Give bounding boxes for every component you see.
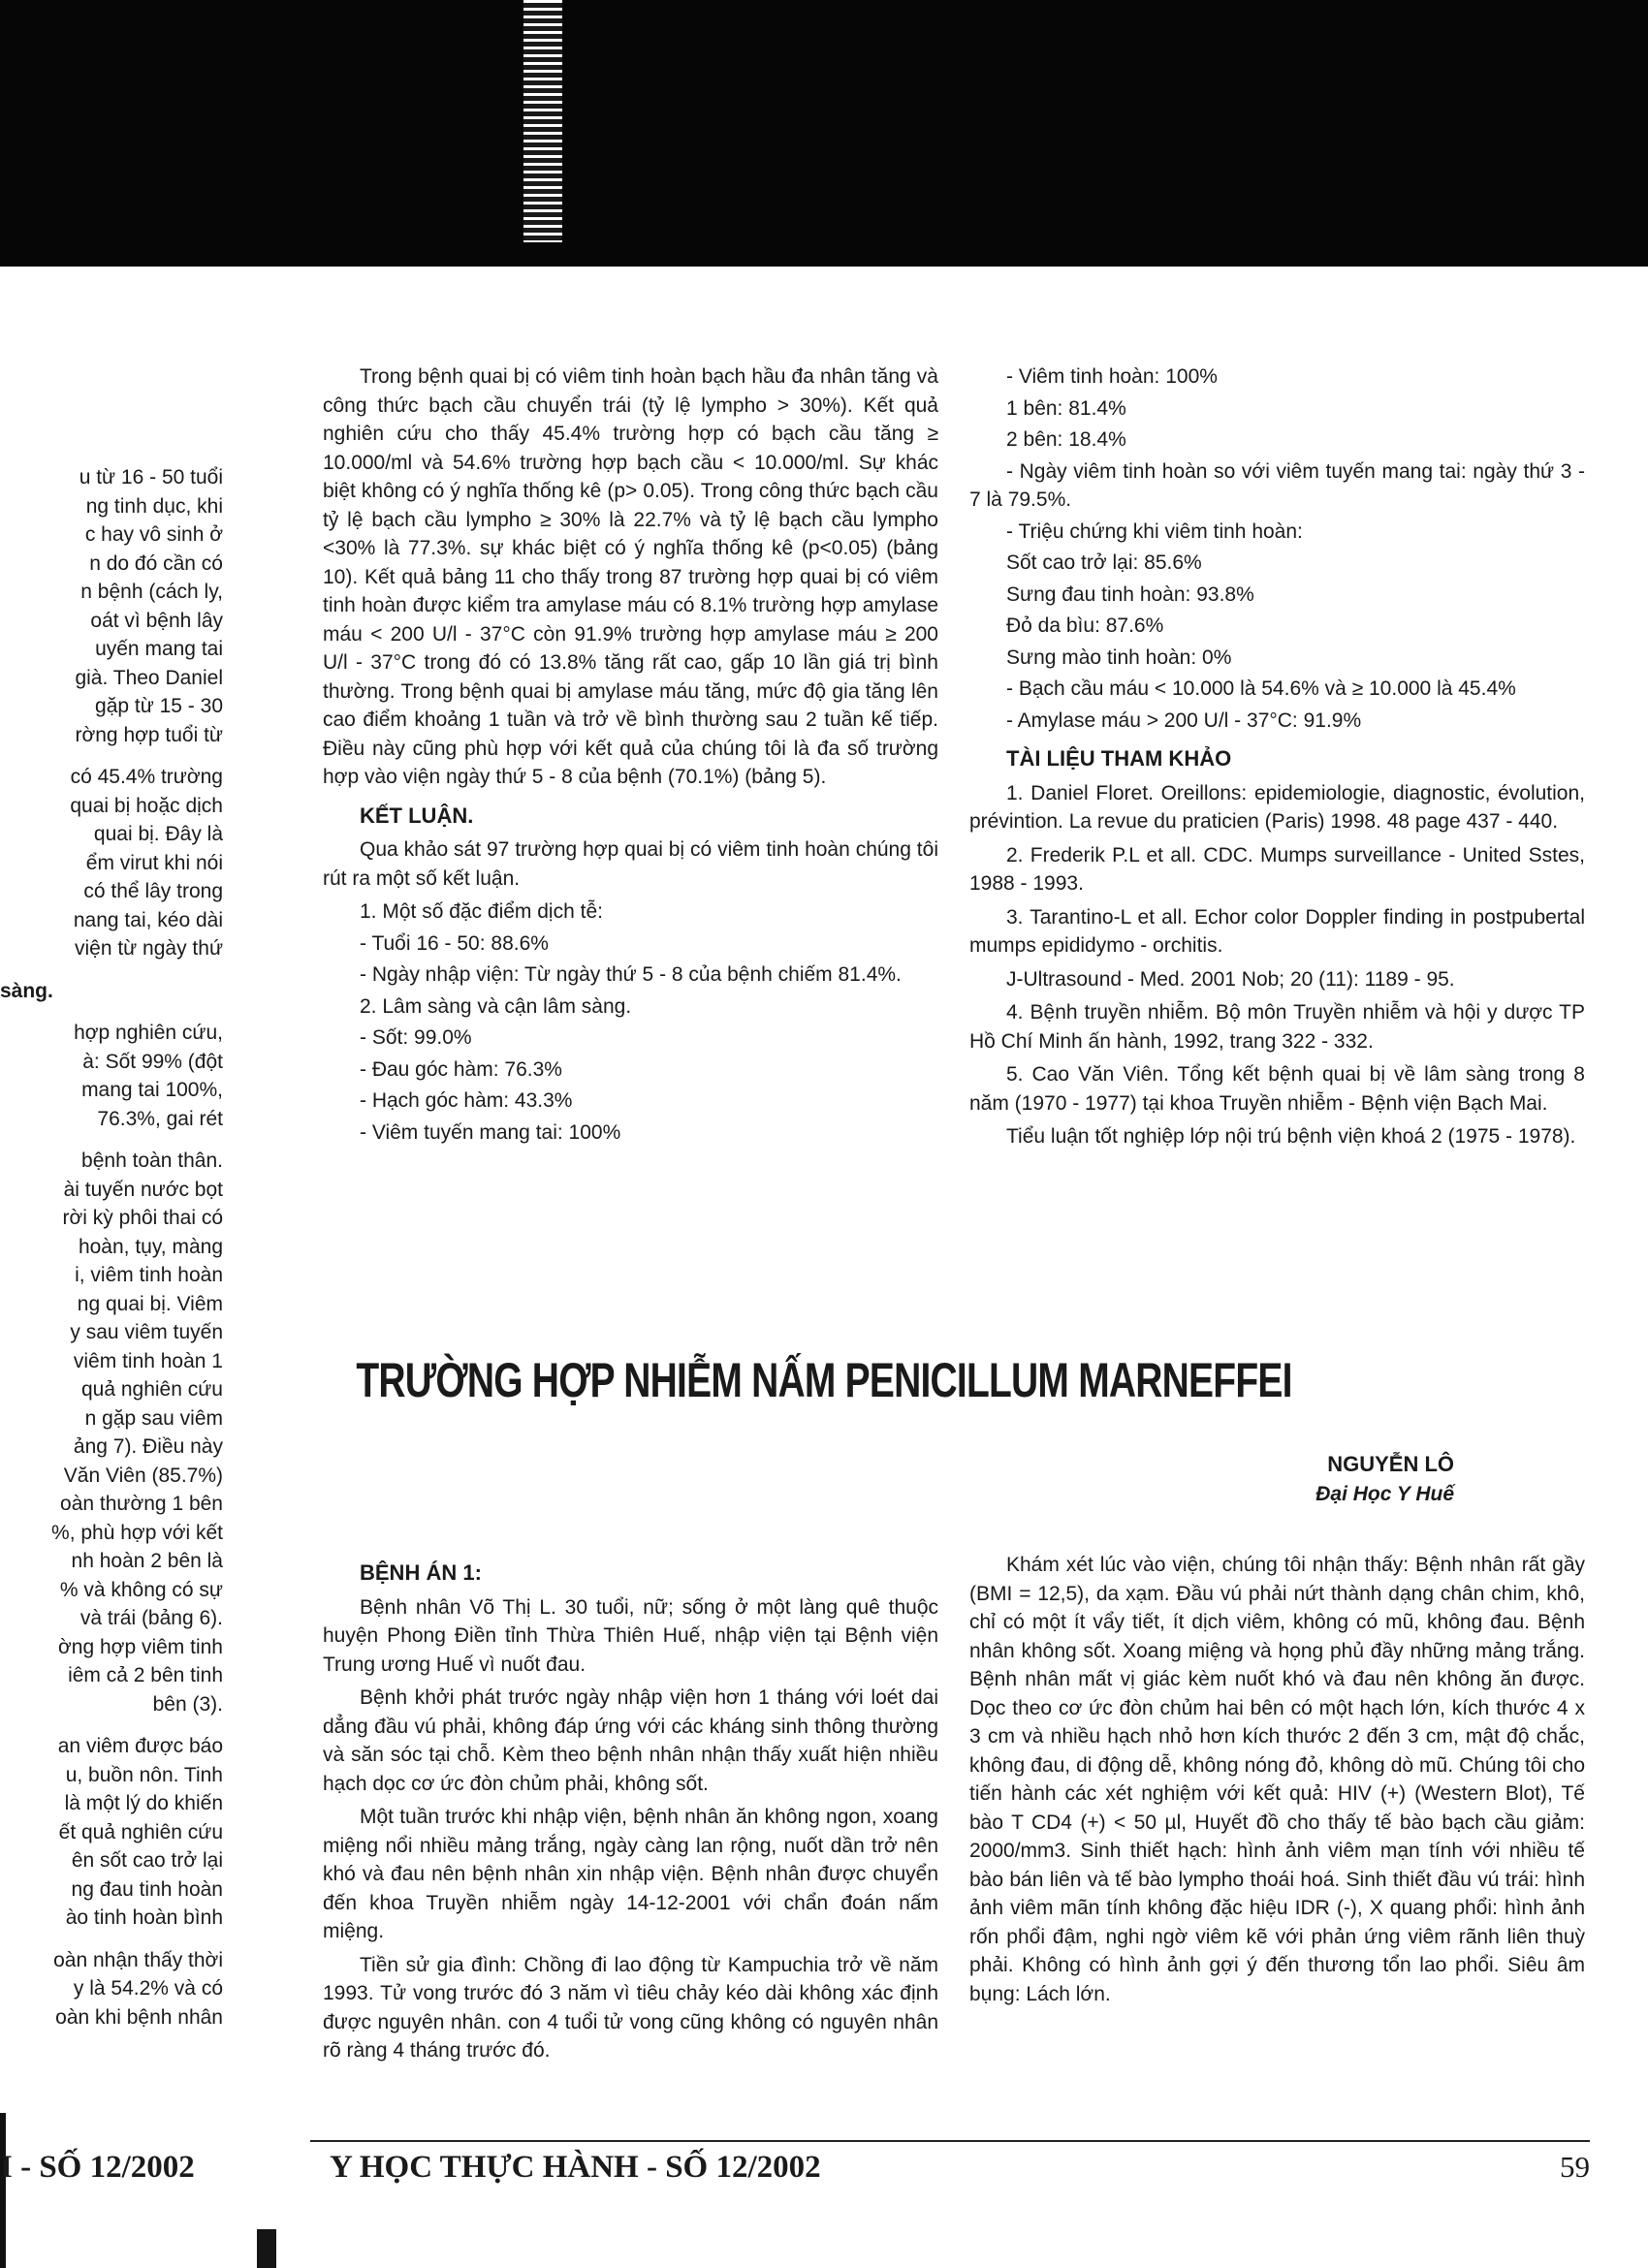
fragment-line: 76.3%, gai rét [97,1107,223,1130]
fragment-line: già. Theo Daniel [75,666,223,689]
fragment-line: ào tinh hoàn bình [65,1906,223,1929]
fragment-line: oàn khi bệnh nhân [55,2005,223,2029]
column-1-top [323,362,938,1150]
fragment-gap [0,1133,223,1147]
fragment-line: an viêm được báo [57,1735,223,1757]
list-item: - Sốt: 99.0% [360,1026,472,1049]
footer-rule [310,2140,1590,2142]
fragment-line: viêm tinh hoàn 1 [73,1349,223,1372]
reference-item: 2. Frederik P.L et all. CDC. Mumps surveillance - United Sstes, 1988 - 1993. [969,843,1585,895]
fragment-line: n do đó cần có [89,551,223,575]
fragment-line: u, buồn nôn. Tinh [65,1763,223,1786]
scan-bottom-edge [257,2229,276,2268]
fragment-line: i, viêm tinh hoàn [75,1264,223,1286]
list-item: Đỏ da bìu: 87.6% [1006,614,1164,637]
fragment-line: nang tai, kéo dài [73,908,223,931]
fragment-gap [0,963,223,977]
article-affiliation: Đại Học Y Huế [1315,1483,1454,1505]
fragment-line: y sau viêm tuyến [70,1321,223,1343]
fragment-line: c hay vô sinh ở [84,523,223,546]
binding-stripes [523,0,562,242]
fragment-line: bên (3). [152,1692,223,1716]
paragraph: Trong bệnh quai bị có viêm tinh hoàn bạch hầu đa nhân tăng và công thức bạch cầu chuyển trái (tỷ lệ lympho > 30%). Kết quả nghiên cứu cho thấy 45.4% trường hợp có bạch cầu tăng ≥ 10.000/ml và 54.6% trường hợp bạch cầu < 10.000/ml. Sự khác biệt không có ý nghĩa thống kê (p> 0.05). Trong công thức bạch cầu tỷ lệ bạch cầu lympho ≥ 30% là 22.7% và tỷ lệ bạch cầu lympho <30% là 77.3%. sự khác biệt có ý nghĩa thống kê (p<0.05) (bảng 10). Kết quả bảng 11 cho thấy trong 87 trường hợp quai bị có viêm tinh hoàn được kiểm tra amylase máu có 8.1% trường hợp amylase máu < 200 U/l - 37°C còn 91.9% trường hợp amylase máu ≥ 200 U/l - 37°C trong đó có 13.8% tăng rất cao, gấp 10 lần giá trị bình thường. Trong bệnh quai bị amylase máu tăng, mức độ gia tăng lên cao điểm khoảng 1 tuần và trở về bình thường sau 2 tuần kế tiếp. Điều này cũng phù hợp với kết quả của chúng tôi là đa số trường hợp vào viện ngày thứ 5 - 8 của bệnh (70.1%) (bảng 5). [323,365,938,788]
reference-item: 5. Cao Văn Viên. Tổng kết bệnh quai bị về lâm sàng trong 8 năm (1970 - 1977) tại khoa Truyền nhiễm - Bệnh viện Bạch Mai. [969,1063,1585,1115]
article-title: TRƯỜNG HỢP NHIỄM NẤM PENICILLUM MARNEFFEI [356,1353,1292,1407]
fragment-line: Văn Viên (85.7%) [63,1464,223,1487]
paragraph: Bệnh khởi phát trước ngày nhập viện hơn 1 tháng với loét dai dẳng đầu vú phải, không đáp ứng với các kháng sinh thông thường và săn sóc tại chỗ. Kèm theo bệnh nhân nhận thấy xuất hiện nhiều hạch dọc cơ ức đòn chủm phải, không sốt. [323,1686,938,1795]
fragment-line: và trái (bảng 6). [79,1607,223,1629]
fragment-line: oàn thường 1 bên [60,1493,223,1515]
references-heading: TÀI LIỆU THAM KHẢO [1006,746,1232,771]
case-heading: BỆNH ÁN 1: [360,1560,482,1585]
scan-top-band [0,0,1648,267]
fragment-gap [0,1005,223,1019]
list-item: - Viêm tinh hoàn: 100% [1006,365,1218,388]
fragment-line: ng quai bị. Viêm [77,1292,223,1315]
paragraph: Bệnh nhân Võ Thị L. 30 tuổi, nữ; sống ở một làng quê thuộc huyện Phong Điền tỉnh Thừa Thiên Huế, nhập viện tại Bệnh viện Trung ương Huế vì nuốt đau. [323,1595,938,1676]
reference-item: J-Ultrasound - Med. 2001 Nob; 20 (11): 1189 - 95. [1006,967,1455,991]
article-column-1 [323,1549,938,2070]
fragment-line: %, phù hợp với kết [51,1521,223,1544]
fragment-line: ết quả nghiên cứu [58,1820,223,1843]
scan-left-edge [0,2113,6,2268]
list-item: 1. Một số đặc điểm dịch tễ: [360,900,603,923]
reference-item: Tiểu luận tốt nghiệp lớp nội trú bệnh viện khoá 2 (1975 - 1978). [1006,1125,1576,1148]
fragment-line: ng tinh dục, khi [85,494,223,518]
fragment-gap [0,1718,223,1732]
fragment-line: quai bị. Đây là [93,823,223,845]
fragment-line: hợp nghiên cứu, [74,1022,223,1044]
list-item: - Hạch góc hàm: 43.3% [360,1089,573,1112]
list-item: - Tuổi 16 - 50: 88.6% [360,931,549,955]
fragment-line: quai bị hoặc dịch [70,794,223,817]
list-item: - Ngày nhập viện: Từ ngày thứ 5 - 8 của bệnh chiếm 81.4%. [360,963,902,986]
list-item: 2 bên: 18.4% [1006,428,1126,451]
reference-item: 4. Bệnh truyền nhiễm. Bộ môn Truyền nhiễm và hội y dược TP Hồ Chí Minh ấn hành, 1992, trang 322 - 332. [969,1001,1585,1053]
fragment-heading: sàng. [0,979,53,1002]
list-item: 2. Lâm sàng và cận lâm sàng. [360,994,632,1018]
footer-previous-page: I - SỐ 12/2002 [0,2150,195,2185]
fragment-line: à: Sốt 99% (đột [82,1050,223,1073]
fragment-line: có thể lây trong [83,880,223,902]
fragment-line: bệnh toàn thân. [81,1150,223,1172]
fragment-line: oàn nhận thấy thời [53,1948,223,1971]
list-item: - Đau góc hàm: 76.3% [360,1057,562,1081]
fragment-line: gặp từ 15 - 30 [95,695,223,717]
fragment-line: rờng hợp tuổi từ [75,723,223,746]
fragment-line: có 45.4% trường [70,766,223,788]
article-author: NGUYỄN LÔ [1327,1452,1454,1476]
previous-page-fragment [0,463,223,2032]
list-item: Sưng đau tinh hoàn: 93.8% [1006,583,1254,606]
list-item: - Ngày viêm tinh hoàn so với viêm tuyến mang tai: ngày thứ 3 - 7 là 79.5%. [969,459,1585,511]
list-item: - Viêm tuyến mang tai: 100% [360,1120,621,1144]
paragraph: Khám xét lúc vào viện, chúng tôi nhận thấy: Bệnh nhân rất gầy (BMI = 12,5), da xạm. Đầu vú phải nứt thành dạng chân chim, khô, chỉ có một ít vẩy tiết, ít dịch viêm, không có mũ, không đau. Bệnh nhân không sốt. Xoang miệng và họng phủ đầy những mảng trắng. Bệnh nhân mất vị giác kèm nuốt khó và đau nên không ăn được. Dọc theo cơ ức đòn chủm hai bên có một hạch lớn, kích thước 4 x 3 cm và nhiều hạch nhỏ hơn kích thước 2 đến 3 cm, mật độ chắc, không đau, di động dễ, không nóng đỏ, không dò mũ. Chúng tôi cho tiến hành các xét nghiệm với kết quả: HIV (+) (Western Blot), Tế bào T CD4 (+) < 50 µl, Huyết đồ cho thấy tế bào bạch cầu giảm: 2000/mm3. Sinh thiết hạch: hình ảnh viêm mạn tính với nhiều tế bào bán liên và tế bào lympho thoái hoá. Sinh thiết đầu vú trái: hình ảnh viêm mãn tính không đặc hiệu IDR (-), X quang phổi: hình ảnh rốn phổi đậm, nghi ngờ viêm kẽ với phản ứng viêm rãnh liên thuỳ phải. Không có hình ảnh gợi ý đến thương tổn lao phổi. Siêu âm bụng: Lách lớn. [969,1554,1585,2005]
paragraph: Một tuần trước khi nhập viện, bệnh nhân ăn không ngon, xoang miệng nổi nhiều mảng trắng, ngày càng lan rộng, nuốt dần trở nên khó và đau nên bệnh nhân xin nhập viện. Bệnh nhân được chuyển đến khoa Truyền nhiễm ngày 14-12-2001 với chẩn đoán nấm miệng. [323,1806,938,1942]
fragment-line: viện từ ngày thứ [74,937,223,960]
list-item: 1 bên: 81.4% [1006,396,1126,420]
column-2-top [969,362,1585,1156]
page-number: 59 [1560,2150,1590,2184]
reference-item: 3. Tarantino-L et all. Echor color Doppler finding in postpubertal mumps epididymo - orchitis. [969,905,1585,957]
fragment-line: uyến mang tai [95,638,223,660]
fragment-line: iêm cả 2 bên tinh [68,1664,223,1686]
fragment-line: ờng hợp viêm tinh [58,1635,223,1658]
article-column-2 [969,1551,1585,2013]
footer-journal-title: Y HỌC THỰC HÀNH - SỐ 12/2002 [330,2150,821,2185]
fragment-line: oát vì bệnh lây [90,609,223,632]
fragment-line: ng đau tinh hoàn [71,1877,223,1901]
paragraph: Qua khảo sát 97 trường hợp quai bị có viêm tinh hoàn chúng tôi rút ra một số kết luận. [323,838,938,890]
fragment-line: % và không có sự [59,1578,223,1601]
fragment-line: ểm virut khi nói [85,851,223,874]
fragment-line: rời kỳ phôi thai có [62,1207,223,1229]
fragment-line: ên sốt cao trở lại [71,1849,223,1872]
fragment-line: n bệnh (cách ly, [80,581,223,603]
fragment-line: nh hoàn 2 bên là [71,1550,223,1572]
list-item: - Triệu chứng khi viêm tinh hoàn: [1006,520,1303,543]
fragment-line: mang tai 100%, [81,1079,223,1101]
list-item: - Bạch cầu máu < 10.000 là 54.6% và ≥ 10.000 là 45.4% [1006,677,1516,700]
fragment-line: ài tuyến nước bọt [63,1178,223,1201]
fragment-line: quả nghiên cứu [80,1378,223,1401]
list-item: Sưng mào tinh hoàn: 0% [1006,646,1232,669]
fragment-line: u từ 16 - 50 tuổi [79,466,223,488]
fragment-line: y là 54.2% và có [73,1977,223,2000]
fragment-line: là một lý do khiến [64,1792,223,1814]
list-item: - Amylase máu > 200 U/l - 37°C: 91.9% [1006,709,1362,732]
list-item: Sốt cao trở lại: 85.6% [1006,551,1202,574]
fragment-line: n gặp sau viêm [84,1406,223,1430]
fragment-gap [0,749,223,763]
fragment-gap [0,1933,223,1946]
conclusion-heading: KẾT LUẬN. [360,803,474,828]
paragraph: Tiền sử gia đình: Chồng đi lao động từ Kampuchia trở về năm 1993. Tử vong trước đó 3 năm vì tiêu chảy kéo dài không xác định được nguyên nhân. con 4 tuổi tử vong cũng không có nguyên nhân rõ ràng 4 tháng trước đó. [323,1953,938,2062]
fragment-line: hoàn, tụy, màng [78,1235,223,1258]
reference-item: 1. Daniel Floret. Oreillons: epidemiologie, diagnostic, évolution, prévintion. La revue du praticien (Paris) 1998. 48 page 437 - 440. [969,781,1585,833]
fragment-line: ảng 7). Điều này [73,1435,223,1458]
